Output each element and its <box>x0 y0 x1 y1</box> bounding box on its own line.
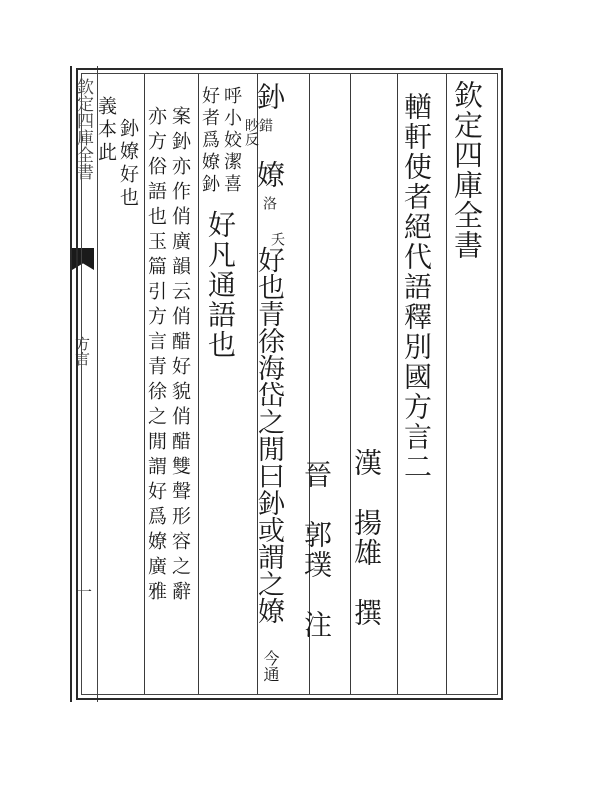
author-han: 漢 揚雄 撰 <box>350 448 383 628</box>
margin-book-label: 方言 <box>73 336 91 366</box>
main-note-hao: 好者爲嫽釥 <box>199 86 220 196</box>
main-text-head: 釥 <box>253 82 286 112</box>
column-rule <box>397 74 398 694</box>
main-note-b: 眇反 <box>243 118 259 146</box>
text-frame <box>73 68 503 700</box>
main-text-liao: 嫽 <box>253 160 286 190</box>
frame-inner-border <box>81 73 498 695</box>
main-text-line2: 好也青徐海岱之閒曰釥或謂之嫽 <box>253 246 284 624</box>
main-note-jin: 今通 <box>261 650 280 682</box>
collection-title: 欽定四庫全書 <box>450 80 484 260</box>
author-jin: 晉 郭璞 注 <box>300 460 333 640</box>
main-note-hu: 呼小姣潔喜 <box>221 86 242 196</box>
commentary-col4: 義本此 <box>95 96 117 165</box>
main-note-a: 錯 <box>257 118 273 132</box>
book-title: 輶軒使者絕代語釋別國方言二 <box>400 92 433 482</box>
commentary-col3: 釥嫽好也 <box>117 118 139 210</box>
margin-page-number: 一 <box>75 584 93 599</box>
commentary-col1: 案釥亦作俏廣韻云俏醋好貌俏醋雙聲形容之辭 <box>169 106 191 606</box>
commentary-col2: 亦方俗語也玉篇引方言青徐之閒謂好爲嫽廣雅 <box>145 106 167 606</box>
main-note-d: 洛 <box>261 196 277 210</box>
margin-top-label: 欽定四庫全書 <box>73 78 93 180</box>
main-text-line3: 好凡通語也 <box>204 210 237 360</box>
main-note-e: 夭 <box>269 232 285 246</box>
column-rule <box>446 74 447 694</box>
